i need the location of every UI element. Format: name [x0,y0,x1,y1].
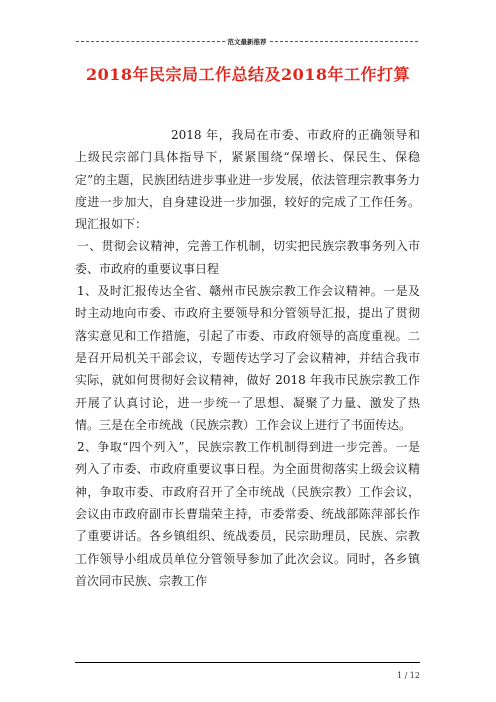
footer-rule [75,662,420,663]
paragraph-item-2: 2、争取“四个列入”，民族宗教工作机制得到进一步完善。一是列入了市委、市政府重要议事日程。为全面贯彻落实上级会议精神，争取市委、市政府召开了全市统战（民族宗教）工作会议，会议由市政府副市长曹瑞荣主持，市委常委、统战部陈萍部长作了重要讲话。各乡镇组织、统战委员，民宗助理员，民族、宗教工作领导小组成员单位分管领导参加了此次会议。同时，各乡镇首次同市民族、宗教工作 [75,440,420,588]
document-title: 2018年民宗局工作总结及2018年工作打算 [85,65,411,84]
page-number: 1 / 12 [396,671,420,680]
paragraph-item-1: 1、及时汇报传达全省、赣州市民族宗教工作会议精神。一是及时主动地向市委、市政府主要领导和分管领导汇报，提出了贯彻落实意见和工作措施，引起了市委、市政府领导的高度重视。二是召开局机关干部会议，专题传达学习了会议精神，并结合我市实际，就如何贯彻好会议精神，做好 2018 年我市民族宗教工作开展了认真讨论，进一步统一了思想、凝聚了力量、激发了热情。三是在全市统战（民族宗教）工作会议上进行了书面传达。 [75,284,420,432]
document-body [75,124,420,592]
header-dashed-line-right [270,41,419,42]
section-heading-1: 一、贯彻会议精神，完善工作机制，切实把民族宗教事务列入市委、市政府的重要议事日程 [75,239,420,276]
paragraph-intro: 2018 年，我局在市委、市政府的正确领导和上级民宗部门具体指导下，紧紧围绕“保增长、保民生、保稳定”的主题，民族团结进步事业进一步发展，依法管理宗教事务力度进一步加大，自身建设进一步加强，较好的完成了工作任务。现汇报如下： [75,128,420,232]
header-dashed-line-left [76,41,225,42]
page-header [76,37,418,46]
header-label: 范文最新推荐 [227,38,267,46]
